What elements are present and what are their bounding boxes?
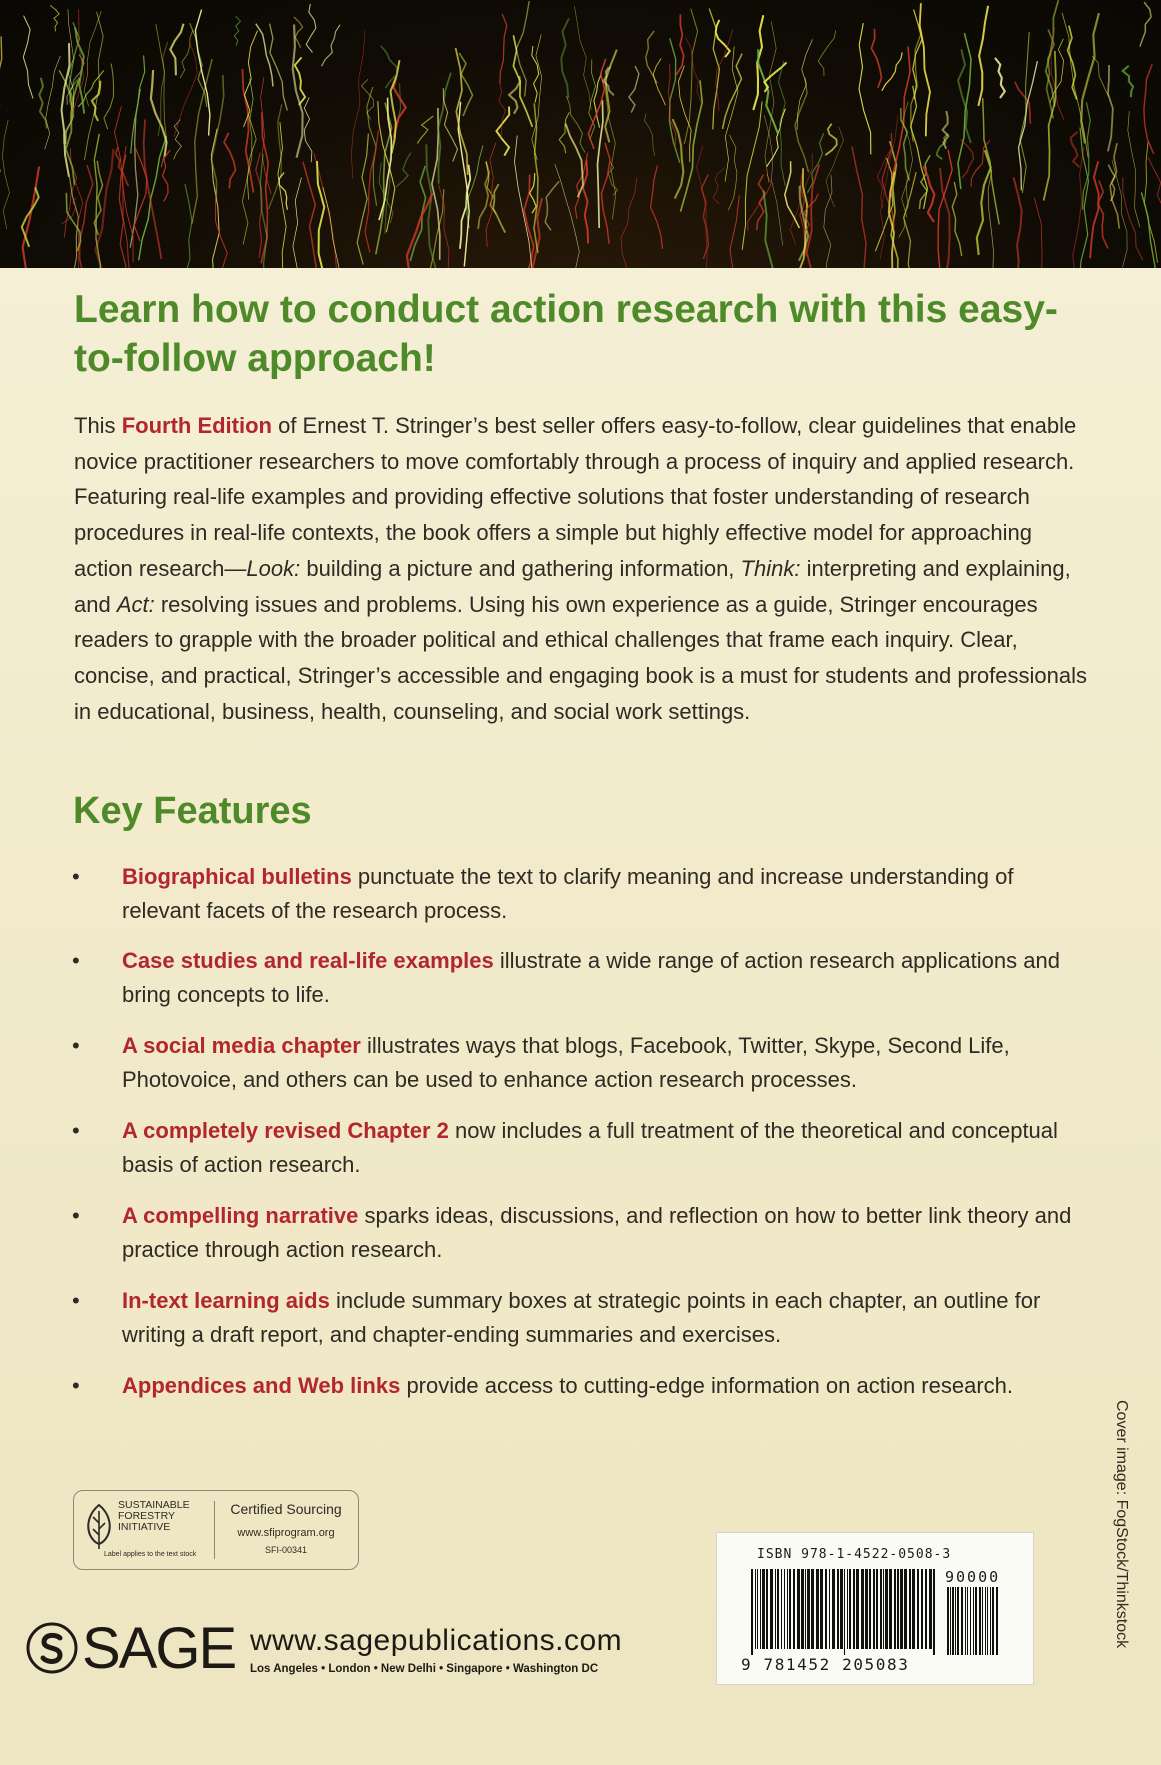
addon-bar	[965, 1587, 966, 1655]
intro-paragraph	[74, 408, 1094, 729]
barcode-bar	[757, 1569, 758, 1649]
light-trail	[192, 59, 212, 224]
light-trail	[20, 167, 39, 268]
barcode-bar	[781, 1569, 782, 1649]
think-term: Think:	[740, 555, 801, 581]
addon-bar	[992, 1587, 994, 1655]
light-trail	[80, 165, 93, 268]
light-trail	[629, 66, 639, 113]
light-trail	[785, 161, 800, 228]
light-trail	[396, 153, 411, 187]
barcode-bar	[762, 1569, 765, 1649]
light-trail	[357, 134, 368, 265]
light-trail	[1014, 177, 1022, 268]
light-trail	[270, 24, 288, 111]
edition-highlight: Fourth Edition	[121, 413, 272, 438]
intro-part-3: interpreting and explaining, and	[74, 555, 1071, 617]
feature-highlight: Biographical bulletins	[122, 864, 352, 889]
light-trail	[1140, 2, 1151, 47]
light-trail	[322, 25, 341, 66]
light-trail	[701, 175, 708, 259]
addon-bar	[970, 1587, 971, 1655]
light-trail	[561, 18, 569, 98]
light-trail	[675, 15, 683, 76]
barcode-bar	[856, 1569, 859, 1649]
barcode-bar	[837, 1569, 839, 1649]
light-trail	[1019, 61, 1038, 190]
addon-bar	[947, 1587, 949, 1655]
light-trail	[216, 189, 228, 268]
light-trail	[601, 143, 610, 244]
addon-bar	[955, 1587, 956, 1655]
light-trail	[268, 104, 281, 209]
light-trail	[757, 175, 765, 230]
light-trail	[646, 31, 657, 83]
addon-bar	[957, 1587, 959, 1655]
barcode-bar	[865, 1569, 868, 1649]
light-trail	[530, 173, 537, 213]
barcode-bar	[880, 1569, 882, 1649]
sage-wordmark: SAGE	[82, 1616, 236, 1681]
feature-body	[122, 1369, 1082, 1403]
light-trail	[859, 23, 871, 154]
light-trail	[224, 133, 236, 189]
intro-start: This	[74, 413, 122, 438]
barcode-bar	[801, 1569, 804, 1649]
barcode-bar	[755, 1569, 756, 1649]
light-trail	[852, 147, 866, 269]
light-trail	[45, 56, 61, 149]
barcode-bar	[797, 1569, 800, 1649]
light-trail	[716, 20, 730, 57]
intro-part-2: building a picture and gathering information,	[300, 555, 741, 581]
act-term: Act:	[116, 591, 155, 617]
sfi-name: SUSTAINABLE FORESTRY INITIATIVE	[118, 1499, 190, 1533]
light-trail	[39, 78, 47, 129]
bullet: •	[72, 1118, 80, 1143]
light-trail	[304, 98, 312, 163]
bullet: •	[72, 1203, 80, 1228]
barcode-bar	[869, 1569, 871, 1649]
publisher-cities: Los Angeles • London • New Delhi • Singapore • Washington DC	[250, 1663, 599, 1675]
barcode-bar	[917, 1569, 919, 1649]
light-trail	[790, 153, 812, 244]
feature-text: sparks ideas, discussions, and reflection on how to better link theory and practice through action research.	[122, 1203, 1072, 1262]
sage-circle-s-icon	[26, 1622, 78, 1674]
light-trail	[1148, 157, 1161, 232]
headline: Learn how to conduct action research with this easy-to-follow approach!	[74, 288, 1058, 380]
addon-bar	[961, 1587, 963, 1655]
addon-bar	[985, 1587, 986, 1655]
light-trail	[131, 55, 145, 153]
light-trail	[417, 116, 433, 144]
light-trail	[978, 6, 988, 106]
light-trail	[807, 133, 823, 193]
light-trail	[190, 23, 207, 107]
barcode-bar	[883, 1569, 884, 1649]
look-term: Look:	[246, 555, 301, 581]
light-trail	[180, 30, 193, 78]
light-trail	[23, 16, 33, 99]
light-trail	[1144, 64, 1154, 154]
key-features-title: Key Features	[73, 790, 312, 832]
addon-bar	[952, 1587, 954, 1655]
feature-body	[122, 860, 1082, 928]
barcode-bar	[766, 1569, 768, 1649]
light-trail	[293, 178, 302, 269]
feature-body	[122, 1029, 1082, 1097]
barcode-bar	[889, 1569, 892, 1649]
addon-bar	[990, 1587, 991, 1655]
light-trail	[1123, 177, 1143, 260]
sfi-tree-icon	[84, 1503, 114, 1551]
cover-photo-light-trails	[0, 0, 1161, 268]
barcode-bar	[844, 1569, 845, 1655]
feature-text: include summary boxes at strategic points in each chapter, an outline for writing a draft report, and chapter-ending summaries and exercises.	[122, 1288, 1041, 1347]
feature-highlight: Appendices and Web links	[122, 1373, 401, 1398]
light-trails-graphic	[0, 0, 1161, 268]
addon-bar	[975, 1587, 977, 1655]
barcode-bar	[820, 1569, 823, 1649]
sfi-certification-label	[73, 1490, 359, 1570]
light-trail	[818, 31, 836, 77]
light-trail	[911, 86, 928, 209]
addon-bar	[967, 1587, 968, 1655]
bullet: •	[72, 1033, 80, 1058]
feature-highlight: Case studies and real-life examples	[122, 948, 494, 973]
light-trail	[574, 6, 591, 110]
light-trail	[767, 109, 786, 167]
barcode-bar	[787, 1569, 788, 1649]
barcode-bar	[925, 1569, 927, 1649]
barcode-bar	[829, 1569, 830, 1649]
light-trail	[185, 184, 192, 268]
light-trail	[621, 178, 637, 268]
light-trail	[496, 107, 509, 156]
barcode-bar	[904, 1569, 907, 1649]
light-trail	[651, 166, 663, 250]
light-trail	[139, 136, 167, 260]
barcode-bar	[921, 1569, 923, 1649]
feature-body	[122, 944, 1082, 1012]
light-trail	[871, 29, 881, 88]
light-trail	[763, 191, 778, 268]
light-trail	[211, 129, 219, 268]
light-trail	[825, 124, 837, 155]
light-trail	[1128, 111, 1140, 227]
barcode-bar	[897, 1569, 899, 1649]
light-trail	[697, 145, 708, 268]
light-trail	[730, 195, 739, 268]
barcode-bar	[825, 1569, 827, 1649]
feature-text: illustrate a wide range of action research applications and bring concepts to life.	[122, 948, 1060, 1007]
barcode-bar	[885, 1569, 888, 1649]
cover-image-credit: Cover image: FogStock/Thinkstock	[1113, 1400, 1130, 1649]
barcode-bar	[894, 1569, 896, 1649]
light-trail	[653, 58, 665, 105]
light-trail	[295, 57, 305, 105]
barcode-bar	[832, 1569, 835, 1649]
barcode-bar	[807, 1569, 810, 1649]
light-trail	[566, 124, 583, 198]
feature-body	[122, 1199, 1082, 1267]
light-trail	[684, 9, 697, 144]
barcode-bar	[876, 1569, 878, 1649]
light-trail	[728, 135, 737, 210]
bullet: •	[72, 864, 80, 889]
light-trail	[532, 46, 539, 103]
bullet: •	[72, 948, 80, 973]
bullet: •	[72, 1288, 80, 1313]
light-trail	[995, 58, 1005, 98]
barcode-bar	[933, 1569, 935, 1655]
light-trail	[493, 184, 505, 233]
light-trail	[1071, 132, 1080, 167]
addon-bar	[996, 1587, 998, 1655]
light-trail	[104, 64, 114, 130]
light-trail	[901, 108, 910, 180]
light-trail	[1108, 65, 1113, 151]
light-trail	[367, 87, 377, 206]
barcode-bar	[861, 1569, 864, 1649]
light-trail	[362, 79, 374, 119]
light-trail	[598, 100, 603, 228]
feature-body	[122, 1284, 1082, 1352]
light-trail	[645, 113, 655, 155]
barcode-bar	[793, 1569, 795, 1649]
light-trail	[170, 24, 183, 76]
light-trail	[938, 150, 952, 268]
sfi-certified-sourcing: Certified Sourcing	[230, 1501, 342, 1517]
barcode-bar	[777, 1569, 779, 1649]
sfi-note: Label applies to the text stock	[104, 1551, 197, 1558]
publisher-url: www.sagepublications.com	[250, 1624, 623, 1657]
light-trail	[1110, 143, 1119, 229]
light-trail	[742, 102, 762, 250]
light-trail	[669, 38, 679, 162]
feature-text: now includes a full treatment of the theoretical and conceptual basis of action research.	[122, 1118, 1058, 1177]
light-trail	[0, 36, 2, 172]
barcode-bar	[811, 1569, 814, 1649]
feature-highlight: A completely revised Chapter 2	[122, 1118, 449, 1143]
sfi-divider	[214, 1501, 215, 1559]
light-trail	[952, 182, 961, 256]
feature-highlight: In-text learning aids	[122, 1288, 330, 1313]
light-trail	[1098, 181, 1108, 249]
light-trail	[306, 4, 316, 53]
light-trail	[545, 181, 559, 230]
feature-text: illustrates ways that blogs, Facebook, Twitter, Skype, Second Life, Photovoice, and others can be used to enhance action research processes.	[122, 1033, 1010, 1092]
sfi-url: www.sfiprogram.org	[237, 1527, 335, 1539]
addon-bar	[987, 1587, 988, 1655]
barcode-bar	[751, 1569, 753, 1655]
feature-body	[122, 1114, 1082, 1182]
barcode-bar	[909, 1569, 911, 1649]
light-trail	[1034, 198, 1050, 269]
addon-bar	[950, 1587, 951, 1655]
barcode-addon: 90000	[945, 1568, 1001, 1586]
isbn-barcode	[716, 1532, 1034, 1685]
barcode-bar	[900, 1569, 903, 1649]
barcode-bar	[770, 1569, 773, 1649]
feature-text: punctuate the text to clarify meaning and increase understanding of relevant facets of the research process.	[122, 864, 1014, 923]
light-trail	[234, 16, 240, 45]
addon-bar	[979, 1587, 981, 1655]
addon-bar	[982, 1587, 983, 1655]
light-trail	[509, 76, 520, 114]
light-trail	[515, 136, 532, 269]
light-trail	[50, 5, 59, 31]
light-trail	[443, 88, 457, 161]
barcode-bar	[760, 1569, 761, 1649]
barcode-bar	[912, 1569, 915, 1649]
bullet: •	[72, 1373, 80, 1398]
barcode-bar	[849, 1569, 851, 1649]
barcode-bar	[873, 1569, 875, 1649]
light-trail	[244, 31, 258, 127]
light-trail	[1092, 56, 1108, 96]
barcode-bar	[840, 1569, 843, 1649]
barcode-bar	[929, 1569, 932, 1649]
barcode-bar	[805, 1569, 806, 1649]
light-trail	[351, 31, 365, 179]
light-trail	[303, 162, 316, 268]
sfi-code: SFI-00341	[264, 1545, 308, 1555]
barcode-bar	[816, 1569, 819, 1649]
intro-part-1: of Ernest T. Stringer’s best seller offers easy-to-follow, clear guidelines that enable novice practitioner researchers to move comfortably through a process of inquiry and applied research. Featuring real-life examples and providing effective solutions that foster understanding of research procedures in real-life contexts, the book offers a simple but highly effective model for approaching action research—	[74, 413, 1077, 581]
light-trail	[797, 39, 812, 129]
intro-part-4: resolving issues and problems. Using his own experience as a guide, Stringer encourages readers to grapple with the broader political and ethical challenges that frame each inquiry. Clear, concise, and practical, Stringer’s accessible and engaging book is a must for students and professionals in educational, business, health, counseling, and social work settings.	[74, 591, 1087, 724]
light-trail	[882, 52, 902, 90]
feature-highlight: A compelling narrative	[122, 1203, 359, 1228]
barcode-digits: 9 781452 205083	[741, 1655, 910, 1674]
barcode-bar	[789, 1569, 791, 1649]
light-trail	[1090, 161, 1099, 258]
light-trail	[685, 37, 701, 102]
light-trail	[594, 73, 602, 127]
feature-text: provide access to cutting-edge information on action research.	[400, 1373, 1013, 1398]
light-trail	[713, 168, 725, 204]
light-trail	[566, 96, 585, 153]
light-trail	[115, 106, 134, 262]
light-trail	[920, 3, 930, 136]
light-trail	[499, 83, 506, 138]
light-trail	[758, 49, 778, 134]
addon-bar	[973, 1587, 974, 1655]
isbn-label: ISBN 978-1-4522-0508-3	[757, 1547, 952, 1562]
light-trail	[1015, 82, 1030, 124]
barcode-bar	[853, 1569, 855, 1649]
sage-logo	[26, 1616, 236, 1681]
light-trail	[779, 61, 786, 186]
light-trail	[3, 120, 10, 229]
barcode-bar	[775, 1569, 776, 1649]
light-trail	[716, 30, 733, 112]
light-trail	[438, 73, 451, 184]
light-trail	[1123, 66, 1133, 98]
light-trail	[516, 1, 529, 97]
light-trail	[764, 62, 786, 92]
barcode-bar	[847, 1569, 848, 1649]
feature-highlight: A social media chapter	[122, 1033, 361, 1058]
barcode-bar	[784, 1569, 785, 1649]
light-trail	[983, 98, 1000, 224]
light-trail	[555, 164, 580, 268]
light-trail	[500, 14, 507, 84]
